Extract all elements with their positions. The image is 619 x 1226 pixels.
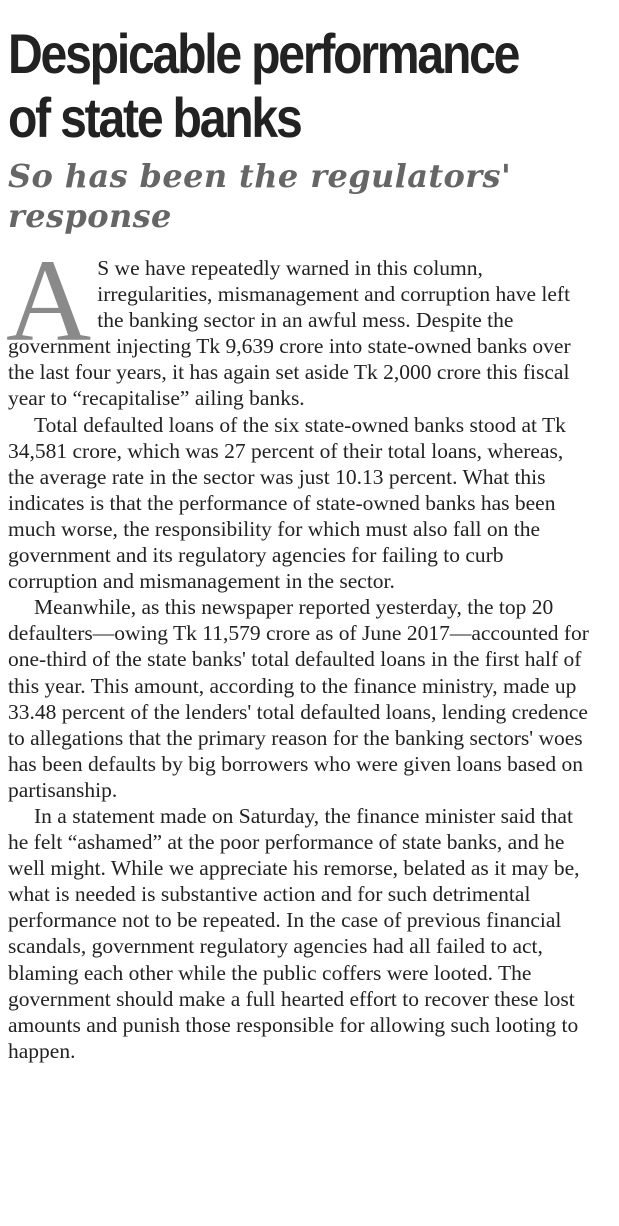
subheadline xyxy=(8,156,590,236)
paragraph-2: Total defaulted loans of the six state-owned banks stood at Tk 34,581 crore, which was 27 percent of their total loans, whereas, the average rate in the sector was just 10.13 percent. What this indicates is that the performance of state-owned banks has been much worse, the responsibility for which must also fall on the government and its regulatory agencies for failing to curb corruption and mismanagement in the sector. xyxy=(8,412,566,594)
headline-line-1: Despicable performance xyxy=(8,22,519,85)
subheadline-line-1: So has been the regulators' xyxy=(8,157,512,195)
paragraph-4: In a statement made on Saturday, the finance minister said that he felt “ashamed” at the poor performance of state banks, and he well might. While we appreciate his remorse, belated as it may be, what is needed is substantive action and for such detrimental performance not to be repeated. In the case of previous financial scandals, government regulatory agencies had all failed to act, blaming each other while the public coffers were looted. The government should make a full hearted effort to recover these lost amounts and punish those responsible for allowing such looting to happen. xyxy=(8,803,580,1063)
drop-cap: A xyxy=(6,235,92,366)
paragraph-3: Meanwhile, as this newspaper reported yesterday, the top 20 defaulters—owing Tk 11,579 crore as of June 2017—accounted for one-third of the state banks' total defaulted loans in the first half of this year. This amount, according to the finance ministry, made up 33.48 percent of the lenders' total defaulted loans, lending credence to allegations that the primary reason for the banking sectors' woes has been defaults by big borrowers who were given loans based on partisanship. xyxy=(8,595,589,802)
headline-line-2: of state banks xyxy=(8,86,301,149)
editorial-article xyxy=(8,22,590,1064)
subheadline-line-2: response xyxy=(8,197,172,235)
headline xyxy=(8,22,593,150)
paragraph-1-text: S we have repeatedly warned in this column, irregularities, mismanagement and corruption have left the banking sector in an awful mess. Despite the government injecting Tk 9,639 crore into state-owned banks over the last four years, it has again set aside Tk 2,000 crore this fiscal year to “recapitalise” ailing banks. xyxy=(8,256,571,411)
article-body xyxy=(6,235,591,1064)
paragraph-1 xyxy=(6,235,591,412)
